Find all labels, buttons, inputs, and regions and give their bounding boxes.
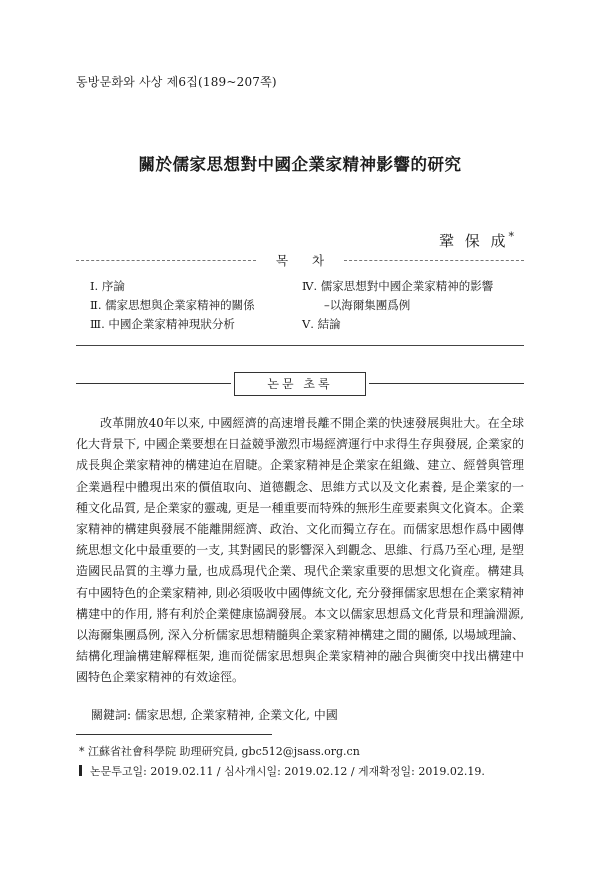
abstract-label: 논문 초록 <box>234 372 366 396</box>
paper-title: 關於儒家思想對中國企業家精神影響的研究 <box>138 155 462 174</box>
abstract-rule-right <box>369 383 524 384</box>
footnote-affiliation: * 江蘇省社會科學院 助理研究員, gbc512@jsass.org.cn <box>79 745 360 758</box>
footnote-dates-text: 논문투고일: 2019.02.11 / 심사개시일: 2019.02.12 / 게재확정일: 2019.02.19. <box>90 765 485 778</box>
footnote-rule <box>76 734 272 735</box>
table-of-contents <box>76 251 524 346</box>
keywords: 關鍵詞: 儒家思想, 企業家精神, 企業文化, 中國 <box>91 708 338 722</box>
author-footnote-mark: * <box>508 230 514 243</box>
toc-divider-right <box>344 260 524 261</box>
footnote-dates <box>79 763 485 779</box>
footnote-bar-marker <box>79 765 82 776</box>
abstract-rule-left <box>76 383 231 384</box>
author-name: 鞏 保 成 <box>438 232 509 250</box>
toc-column-left <box>90 277 255 334</box>
toc-body <box>76 273 524 346</box>
toc-column-right <box>302 277 493 334</box>
toc-item: Ⅰ. 序論 <box>90 279 125 293</box>
toc-item: Ⅳ. 儒家思想對中國企業家精神的影響 <box>302 279 494 293</box>
toc-item: Ⅲ. 中國企業家精神現狀分析 <box>90 317 235 331</box>
toc-subitem: –以海爾集團爲例 <box>324 298 411 312</box>
toc-header <box>76 251 524 271</box>
toc-label: 목 차 <box>275 253 335 268</box>
toc-item: Ⅱ. 儒家思想與企業家精神的關係 <box>90 298 255 312</box>
toc-item: Ⅴ. 結論 <box>302 317 341 331</box>
abstract-body: 改革開放40年以來, 中國經濟的高速增長離不開企業的快速發展與壯大。在全球化大背景下, 中國企業要想在日益競爭激烈市場經濟運行中求得生存與發展, 企業家的成長與企業家精神的構建迫在眉睫。企業家精神是企業家在組織、建立、經營與管理企業過程中體現出來的價值取向、道德觀念、思維方式以及文化素養, 是企業家的一種文化品質, 是企業家的靈魂, 更是一種重要而特殊的無形生産要素與文化資本。企業家精神的構建與發展不能離開經濟、政治、文化而獨立存在。而儒家思想作爲中國傳統思想文化中最重要的一支, 其對國民的影響深入到觀念、思維、行爲乃至心理, 是塑造國民品質的主導力量, 也成爲現代企業、現代企業家重要的思想文化資産。構建具有中國特色的企業家精神, 則必須吸收中國傳統文化, 充分發揮儒家思想在企業家精神構建中的作用, 將有利於企業健康協調發展。本文以儒家思想爲文化背景和理論淵源, 以海爾集團爲例, 深入分析儒家思想精髓與企業家精神構建之間的關係, 以場域理論、結構化理論構建解釋框架, 進而從儒家思想與企業家精神的融合與衝突中找出構建中國特色企業家精神的有效途徑。 <box>76 416 524 685</box>
author-line <box>439 230 514 251</box>
abstract-header <box>76 372 524 396</box>
journal-citation: 동방문화와 사상 제6집(189~207쪽) <box>76 75 277 89</box>
